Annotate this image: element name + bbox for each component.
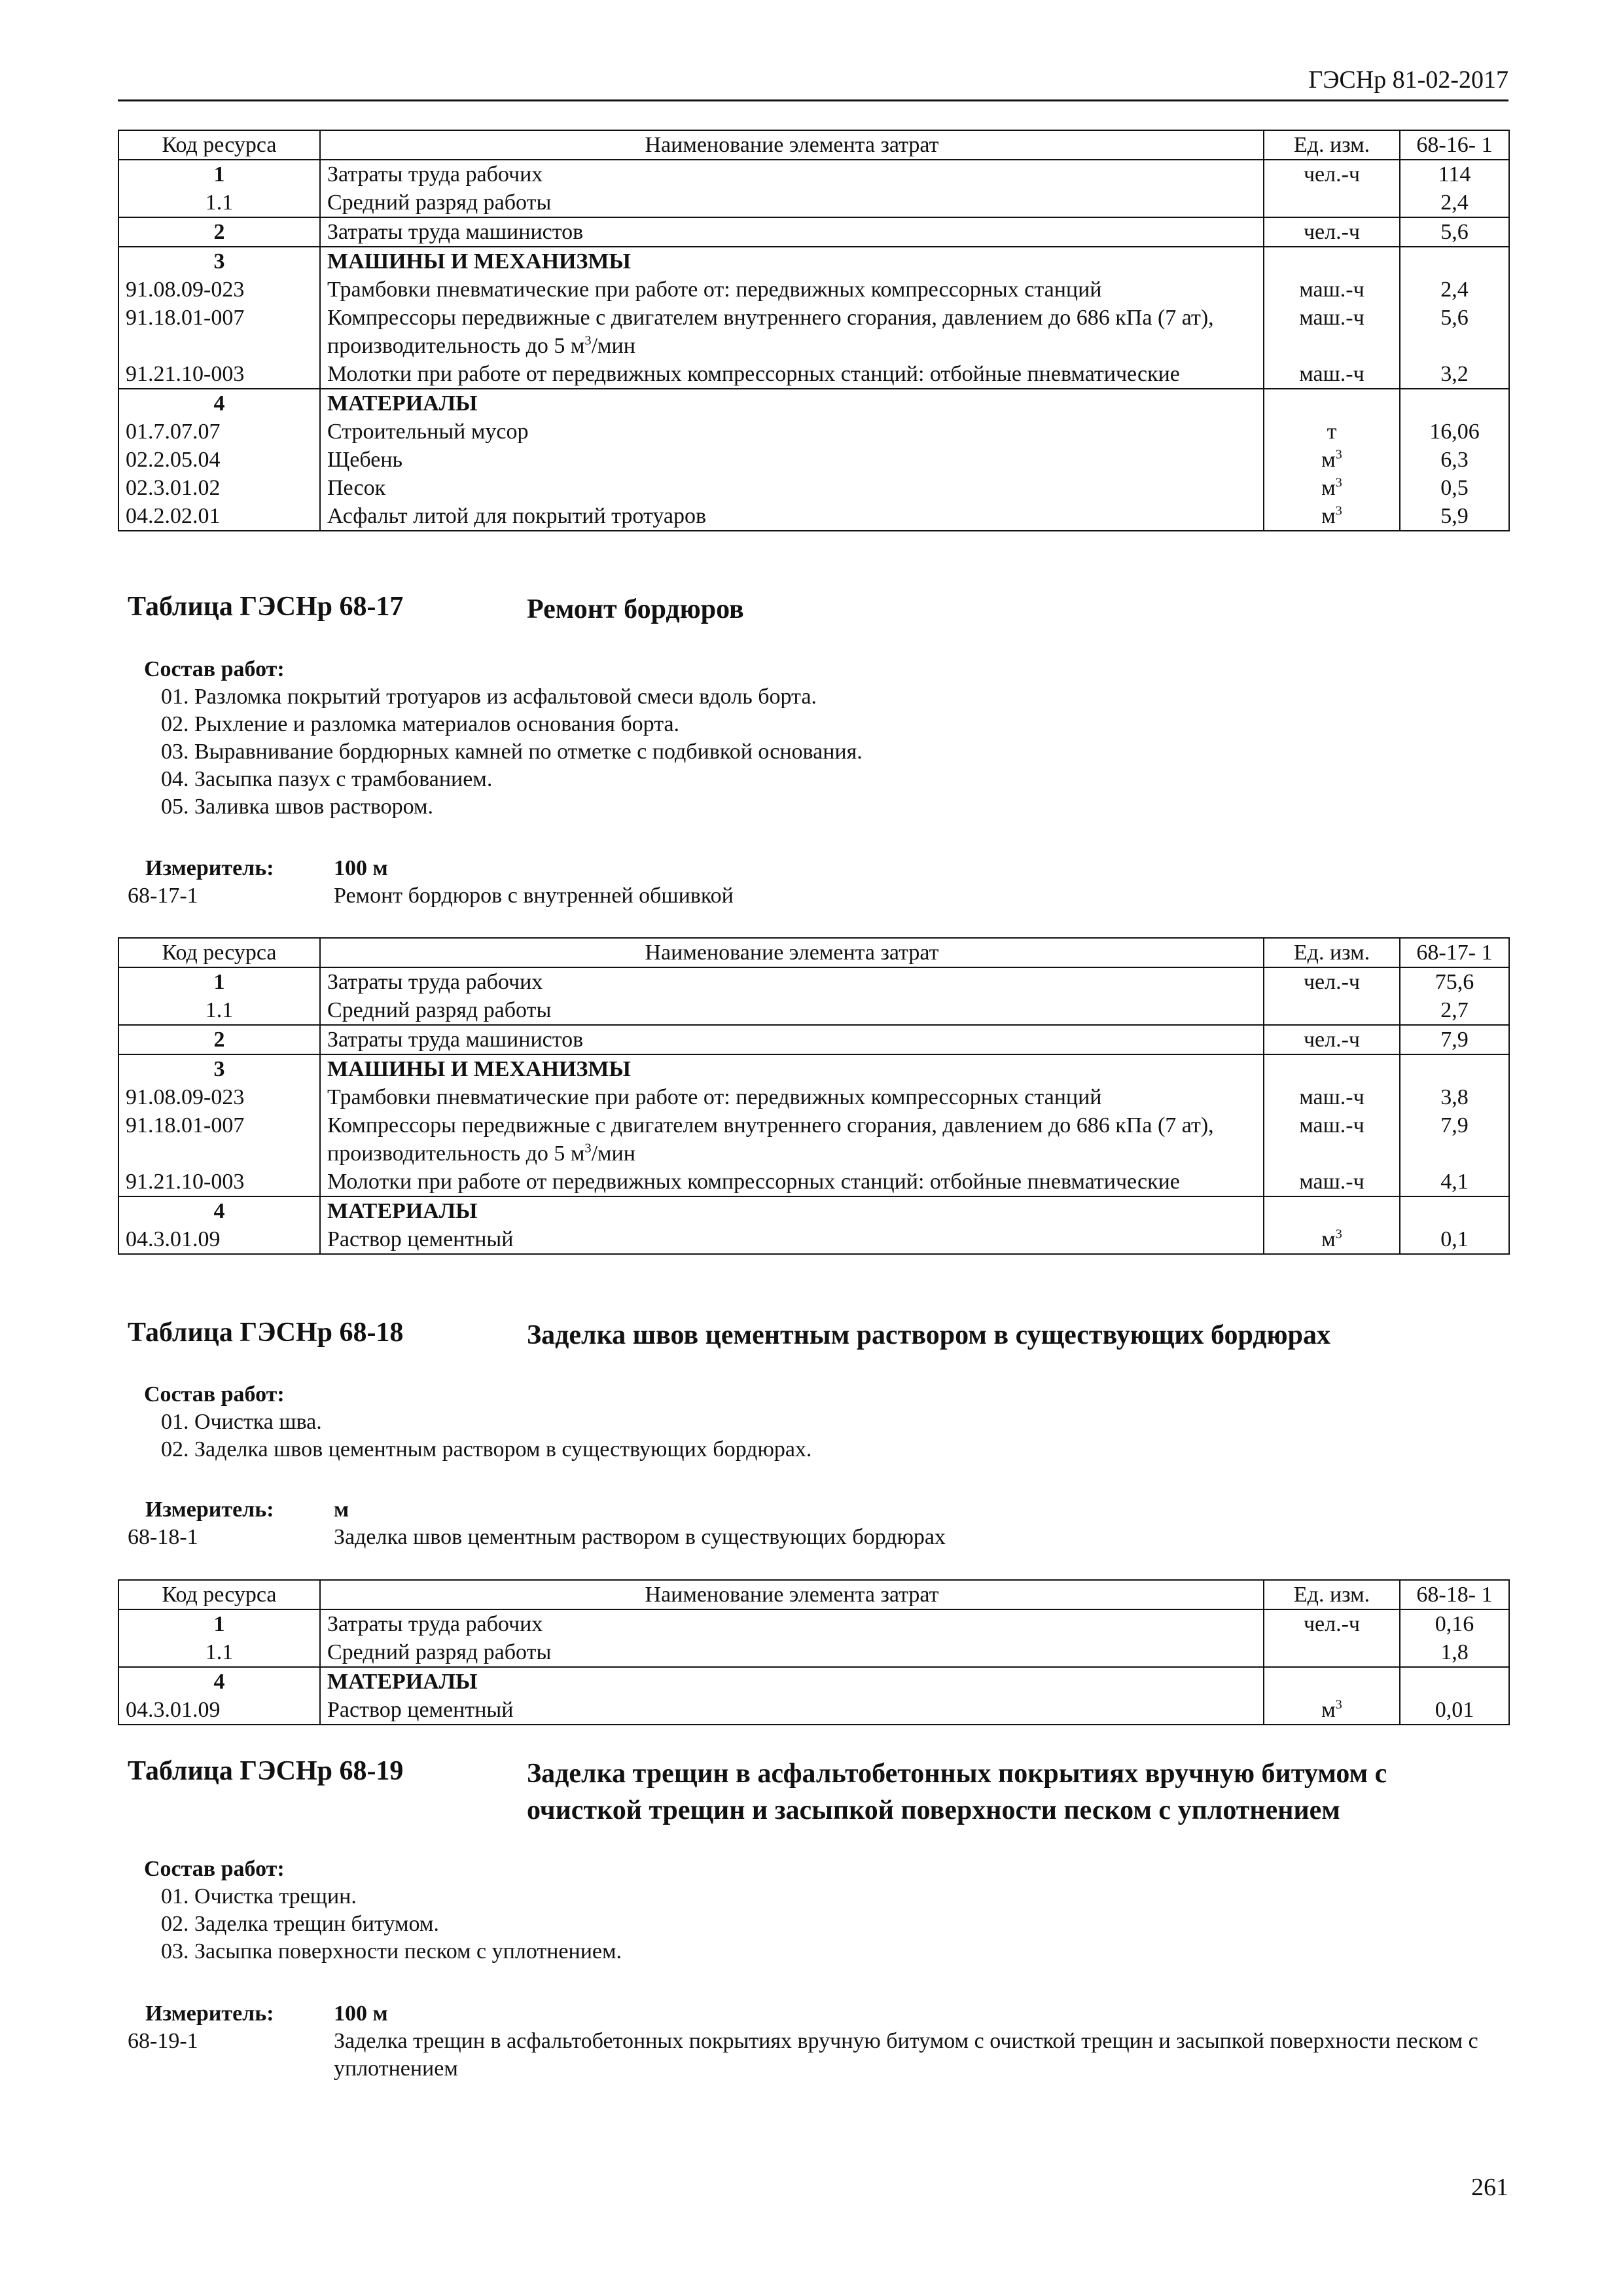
- col-header-code: Код ресурса: [118, 130, 320, 160]
- table-row: 4 МАТЕРИАЛЫ: [118, 1196, 1509, 1225]
- item-code: 68-17-1: [128, 884, 198, 908]
- table-row: 1 Затраты труда рабочих чел.-ч 0,16: [118, 1609, 1509, 1638]
- list-item: 01. Разломка покрытий тротуаров из асфальтовой смеси вдоль борта.: [161, 685, 817, 709]
- table-row: 91.21.10-003 Молотки при работе от передвижных компрессорных станций: отбойные пневматические маш.-ч 4,1: [118, 1168, 1509, 1196]
- table-row: 4 МАТЕРИАЛЫ: [118, 1667, 1509, 1696]
- works-list-68-17: [144, 656, 863, 821]
- measure-value: 100 м: [334, 856, 388, 880]
- resource-table: [118, 937, 1510, 1255]
- table-row: 04.2.02.01 Асфальт литой для покрытий тротуаров $м^3$ 5,9: [118, 502, 1509, 531]
- table-row: 1.1 Средний разряд работы 2,4: [118, 188, 1509, 217]
- table-row: 1.1 Средний разряд работы 2,7: [118, 996, 1509, 1025]
- col-header-name: Наименование элемента затрат: [320, 130, 1264, 160]
- table-name: Заделка трещин в асфальтобетонных покрытиях вручную битумом с очисткой трещин и засыпкой поверхности песком с уплотнением: [527, 1759, 1387, 1825]
- page-number: 261: [1471, 2174, 1508, 2201]
- measure-value: м: [334, 1498, 349, 1522]
- col-header-name: Наименование элемента затрат: [320, 1580, 1264, 1609]
- works-title: Состав работ:: [144, 657, 285, 681]
- table-row: 1 Затраты труда рабочих чел.-ч 75,6: [118, 967, 1509, 996]
- table-row: 1 Затраты труда рабочих чел.-ч 114: [118, 160, 1509, 188]
- col-header-unit: Ед. изм.: [1264, 130, 1400, 160]
- table-row: 91.18.01-007 Компрессоры передвижные с двигателем внутреннего сгорания, давлением до 686 кПа (7 ат), производительность до 5 $м^3$/мин маш.-ч 7,9: [118, 1111, 1509, 1168]
- table-row: 2 Затраты труда машинистов чел.-ч 7,9: [118, 1025, 1509, 1054]
- table-row: 02.2.05.04 Щебень $м^3$ 6,3: [118, 446, 1509, 474]
- col-header-name: Наименование элемента затрат: [320, 938, 1264, 967]
- table-number: Таблица ГЭСНр 68-19: [128, 1756, 404, 1786]
- col-header-rate: 68-17- 1: [1400, 938, 1509, 967]
- table-row: 04.3.01.09 Раствор цементный $м^3$ 0,1: [118, 1225, 1509, 1254]
- doc-code: ГЭСНр 81-02-2017: [1308, 66, 1508, 94]
- item-code: 68-19-1: [128, 2029, 198, 2053]
- col-header-code: Код ресурса: [118, 1580, 320, 1609]
- col-header-unit: Ед. изм.: [1264, 1580, 1400, 1609]
- list-item: 02. Заделка швов цементным раствором в существующих бордюрах.: [161, 1437, 812, 1462]
- works-list-68-19: [144, 1856, 622, 1965]
- measure-68-19: [128, 2000, 1502, 2081]
- table-row: 02.3.01.02 Песок $м^3$ 0,5: [118, 474, 1509, 502]
- works-title: Состав работ:: [144, 1382, 285, 1407]
- table-row: 91.08.09-023 Трамбовки пневматические при работе от: передвижных компрессорных станций маш.-ч 3,8: [118, 1083, 1509, 1111]
- table-header-row: [118, 130, 1509, 160]
- measure-label: Измеритель:: [145, 2001, 274, 2026]
- col-header-rate: 68-18- 1: [1400, 1580, 1509, 1609]
- item-desc: Заделка швов цементным раствором в существующих бордюрах: [334, 1525, 946, 1549]
- table-68-18: [118, 1579, 1508, 1725]
- col-header-unit: Ед. изм.: [1264, 938, 1400, 967]
- table-row: 2 Затраты труда машинистов чел.-ч 5,6: [118, 217, 1509, 247]
- table-row: 3 МАШИНЫ И МЕХАНИЗМЫ: [118, 247, 1509, 276]
- list-item: 01. Очистка шва.: [161, 1410, 322, 1434]
- col-header-rate: 68-16- 1: [1400, 130, 1509, 160]
- table-row: 91.18.01-007 Компрессоры передвижные с двигателем внутреннего сгорания, давлением до 686 кПа (7 ат), производительность до 5 $м^3$/мин маш.-ч 5,6: [118, 304, 1509, 360]
- measure-68-18: [128, 1496, 1502, 1551]
- works-list-68-18: [144, 1381, 812, 1463]
- table-68-17: [118, 937, 1508, 1255]
- resource-table: [118, 1579, 1510, 1725]
- measure-68-17: [128, 855, 1502, 910]
- table-number: Таблица ГЭСНр 68-18: [128, 1318, 404, 1348]
- list-item: 04. Засыпка пазух с трамбованием.: [161, 767, 493, 791]
- table-68-16: [118, 130, 1508, 531]
- list-item: 02. Рыхление и разломка материалов основания борта.: [161, 712, 680, 736]
- table-row: 91.21.10-003 Молотки при работе от передвижных компрессорных станций: отбойные пневматические маш.-ч 3,2: [118, 360, 1509, 389]
- list-item: 03. Выравнивание бордюрных камней по отметке с подбивкой основания.: [161, 740, 863, 764]
- item-desc: Заделка трещин в асфальтобетонных покрытиях вручную битумом с очисткой трещин и засыпкой поверхности песком с уплотнением: [334, 2029, 1478, 2081]
- table-header-row: [118, 1580, 1509, 1609]
- table-row: 3 МАШИНЫ И МЕХАНИЗМЫ: [118, 1054, 1509, 1083]
- list-item: 01. Очистка трещин.: [161, 1884, 357, 1909]
- table-row: 01.7.07.07 Строительный мусор т 16,06: [118, 418, 1509, 446]
- table-row: 91.08.09-023 Трамбовки пневматические при работе от: передвижных компрессорных станций маш.-ч 2,4: [118, 276, 1509, 304]
- col-header-code: Код ресурса: [118, 938, 320, 967]
- table-row: 04.3.01.09 Раствор цементный $м^3$ 0,01: [118, 1696, 1509, 1725]
- list-item: 03. Засыпка поверхности песком с уплотнением.: [161, 1939, 622, 1964]
- item-desc: Ремонт бордюров с внутренней обшивкой: [334, 884, 734, 908]
- page-header: [118, 65, 1508, 101]
- list-item: 05. Заливка швов раствором.: [161, 795, 434, 819]
- resource-table: [118, 130, 1510, 531]
- table-name: Ремонт бордюров: [527, 594, 744, 624]
- table-row: 4 МАТЕРИАЛЫ: [118, 389, 1509, 418]
- table-number: Таблица ГЭСНр 68-17: [128, 592, 404, 622]
- item-code: 68-18-1: [128, 1525, 198, 1549]
- measure-label: Измеритель:: [145, 856, 274, 880]
- table-name: Заделка швов цементным раствором в существующих бордюрах: [527, 1320, 1330, 1350]
- works-title: Состав работ:: [144, 1857, 285, 1881]
- table-header-row: [118, 938, 1509, 967]
- measure-value: 100 м: [334, 2001, 388, 2026]
- table-row: 1.1 Средний разряд работы 1,8: [118, 1638, 1509, 1667]
- list-item: 02. Заделка трещин битумом.: [161, 1912, 439, 1936]
- measure-label: Измеритель:: [145, 1498, 274, 1522]
